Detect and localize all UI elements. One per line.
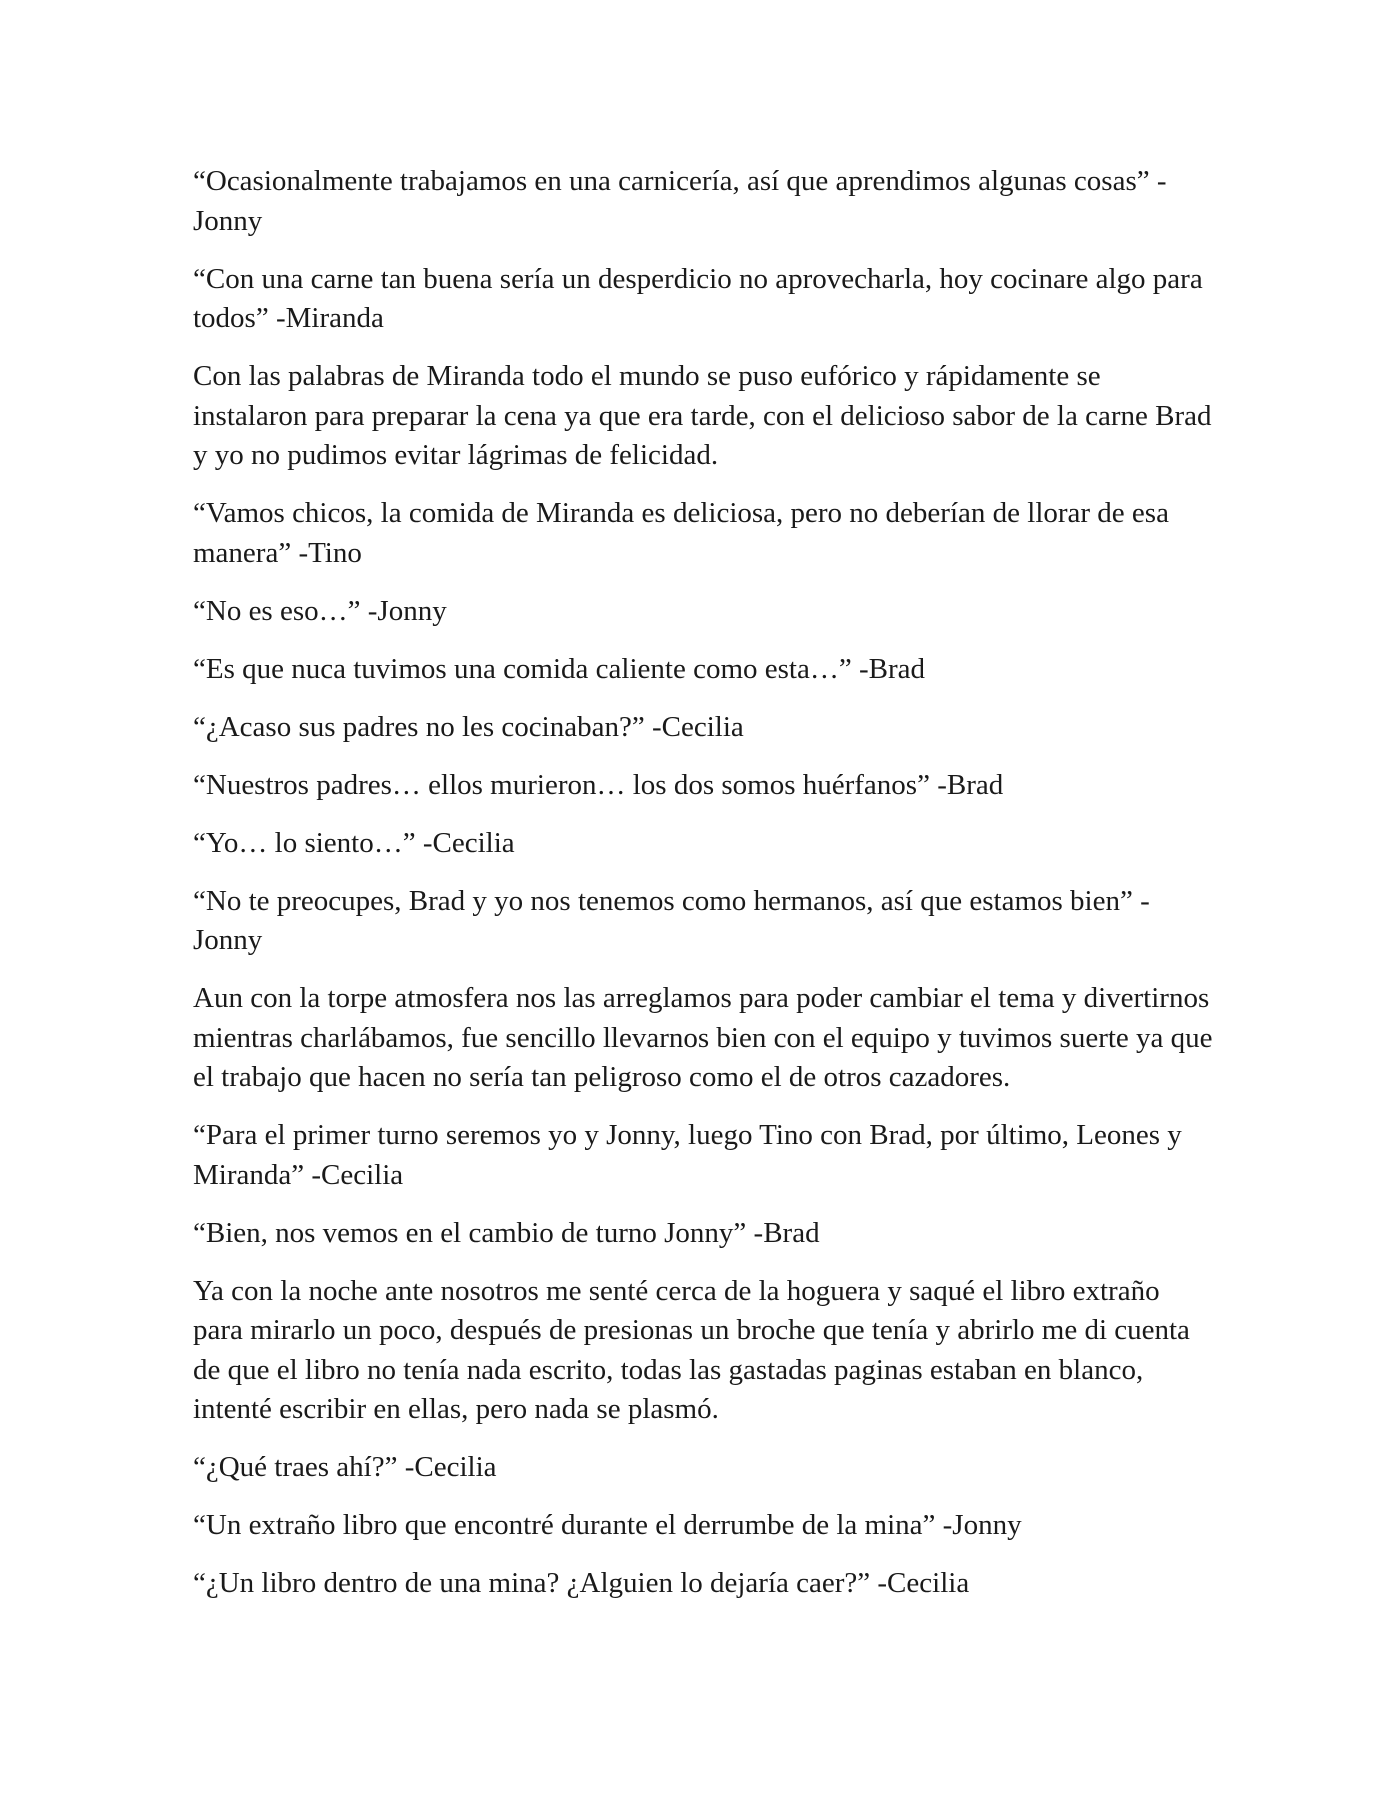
paragraph: “Un extraño libro que encontré durante el derrumbe de la mina” -Jonny (193, 1509, 1022, 1541)
paragraph: “Vamos chicos, la comida de Miranda es deliciosa, pero no deberían de llorar de esa manera” -Tino (193, 497, 1169, 569)
paragraph: “Es que nuca tuvimos una comida caliente como esta…” -Brad (193, 652, 925, 685)
paragraph: “Ocasionalmente trabajamos en una carnicería, así que aprendimos algunas cosas” -Jonny (193, 165, 1167, 237)
paragraph: “Bien, nos vemos en el cambio de turno Jonny” -Brad (193, 1216, 820, 1249)
document-body (193, 162, 1213, 1622)
paragraph: “No te preocupes, Brad y yo nos tenemos como hermanos, así que estamos bien” -Jonny (193, 884, 1150, 956)
paragraph: “No es eso…” -Jonny (193, 594, 447, 627)
paragraph: “¿Acaso sus padres no les cocinaban?” -Cecilia (193, 710, 744, 743)
paragraph: Con las palabras de Miranda todo el mundo se puso eufórico y rápidamente se instalaron para preparar la cena ya que era tarde, con el delicioso sabor de la carne Brad y yo no pudimos evitar lágrimas de felicidad. (193, 360, 1212, 471)
paragraph: “Yo… lo siento…” -Cecilia (193, 826, 515, 859)
paragraph: “Con una carne tan buena sería un desperdicio no aprovecharla, hoy cocinare algo para todos” -Miranda (193, 262, 1203, 334)
paragraph: “¿Un libro dentro de una mina? ¿Alguien lo dejaría caer?” -Cecilia (193, 1567, 970, 1599)
paragraph: “Nuestros padres… ellos murieron… los dos somos huérfanos” -Brad (193, 768, 1004, 801)
paragraph: “Para el primer turno seremos yo y Jonny, luego Tino con Brad, por último, Leones y Miranda” -Cecilia (193, 1119, 1182, 1191)
paragraph: Ya con la noche ante nosotros me senté cerca de la hoguera y saqué el libro extraño para mirarlo un poco, después de presionas un broche que tenía y abrirlo me di cuenta de que el libro no tenía nada escrito, todas las gastadas paginas estaban en blanco, intenté escribir en ellas, pero nada se plasmó. (193, 1274, 1190, 1425)
paragraph: Aun con la torpe atmosfera nos las arreglamos para poder cambiar el tema y divertirnos mientras charlábamos, fue sencillo llevarnos bien con el equipo y tuvimos suerte ya que el trabajo que hacen no sería tan peligroso como el de otros cazadores. (193, 982, 1213, 1093)
paragraph: “¿Qué traes ahí?” -Cecilia (193, 1451, 497, 1483)
